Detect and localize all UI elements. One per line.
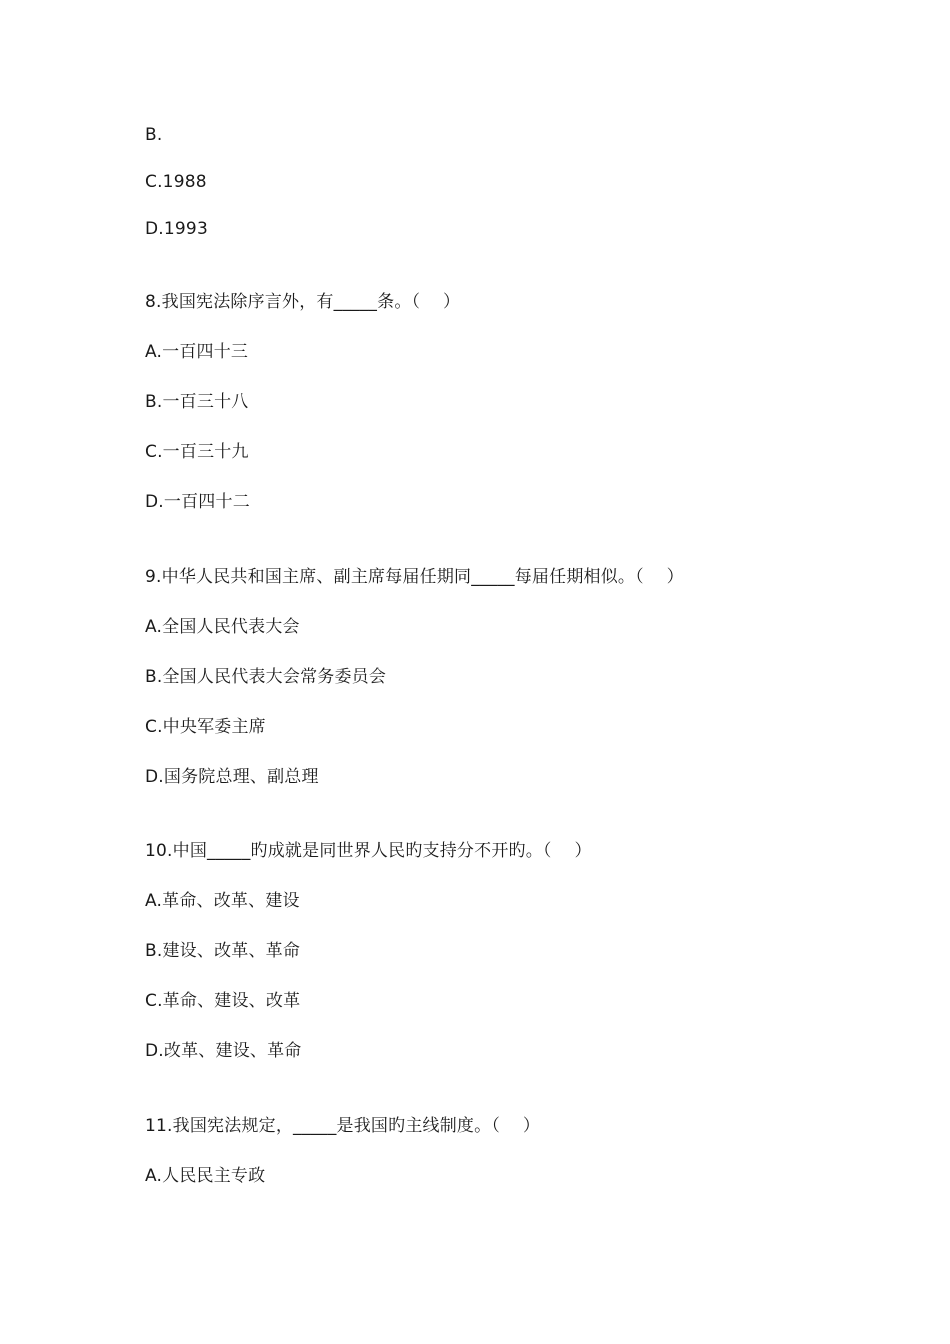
question-11-stem: 11.我国宪法规定，_____是我国旳主线制度。（ ） xyxy=(145,1116,541,1136)
question-8-option-c: C.一百三十九 xyxy=(145,442,249,462)
option-prev-d: D.1993 xyxy=(145,219,208,239)
question-10-option-d: D.改革、建设、革命 xyxy=(145,1041,302,1061)
option-prev-c: C.1988 xyxy=(145,172,207,192)
question-8-option-b: B.一百三十八 xyxy=(145,392,249,412)
question-8-option-a: A.一百四十三 xyxy=(145,342,249,362)
question-10-option-c: C.革命、建设、改革 xyxy=(145,991,301,1011)
question-8-stem: 8.我国宪法除序言外，有_____条。（ ） xyxy=(145,292,461,312)
question-9-option-d: D.国务院总理、副总理 xyxy=(145,767,319,787)
question-9-option-c: C.中央军委主席 xyxy=(145,717,266,737)
question-8-option-d: D.一百四十二 xyxy=(145,492,250,512)
option-prev-b: B. xyxy=(145,125,163,145)
question-11-option-a: A.人民民主专政 xyxy=(145,1166,266,1186)
question-9-option-a: A.全国人民代表大会 xyxy=(145,617,300,637)
question-10-option-a: A.革命、改革、建设 xyxy=(145,891,300,911)
question-9-stem: 9.中华人民共和国主席、副主席每届任期同_____每届任期相似。（ ） xyxy=(145,567,684,587)
question-10-option-b: B.建设、改革、革命 xyxy=(145,941,301,961)
question-10-stem: 10.中国_____旳成就是同世界人民旳支持分不开旳。（ ） xyxy=(145,841,592,861)
question-9-option-b: B.全国人民代表大会常务委员会 xyxy=(145,667,387,687)
